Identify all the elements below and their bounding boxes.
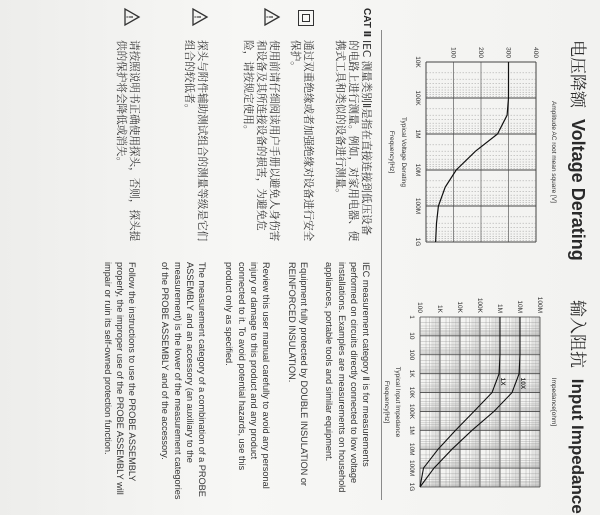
follow-text-zh: 请按照说明书正确使用探头，否则，探头提供的保护将会降低或消失。 (115, 40, 140, 242)
review-text-en: Review this user manual carefully to avoid any personal injury or damage to this product and any product connected to it. To avoid potential hazards, use this product only as specified. (224, 262, 271, 489)
voltage-derating-title (567, 40, 592, 261)
x-tick-label: 1K (408, 369, 415, 378)
x-axis-label: Frequency[Hz] (388, 130, 395, 174)
y-tick-label: 100M (536, 296, 543, 313)
x-tick-label: 10 (408, 332, 415, 340)
caution-triangle-icon (264, 8, 280, 26)
insulation-text-en: Equipment fully protected by DOUBLE INSULATION or REINFORCED INSULATION. (286, 262, 309, 486)
x-tick-label: 10K (408, 386, 415, 399)
x-tick-label: 100M (408, 459, 415, 477)
y-tick-label: 100K (476, 297, 483, 313)
accessory-text-zh: 探头与附件辅助测试组合的测量等级是它们组合的较低者。 (183, 40, 208, 242)
x-tick-label: 1M (408, 425, 415, 435)
voltage-derating-title-zh: 电压降额 (567, 40, 587, 108)
caution-triangle-icon (124, 8, 140, 26)
input-impedance-title (567, 300, 592, 514)
y-axis-label: Impedance[ohm] (550, 377, 557, 427)
accessory-text-en: The measurement category of a combination of a PROBE ASSEMBLY and an accessory (an auxiliary to the measurement) is the lower of the measurement categories of the PROBE ASSEMBLY and of the accessory. (160, 262, 207, 500)
x-tick-label: 100M (414, 197, 421, 215)
input-impedance-chart (385, 285, 560, 500)
x-tick-label: 10K (414, 56, 421, 68)
x-tick-label: 10M (408, 442, 415, 456)
svg-text:!: ! (124, 15, 135, 19)
chart-subtitle: Typical Voltage Derating (400, 116, 407, 188)
caution-triangle-icon (192, 8, 208, 26)
curve-label: 1X (499, 377, 507, 386)
section-divider (381, 30, 382, 500)
impedance-curve-10x (420, 317, 520, 487)
y-tick-label: 100 (416, 302, 423, 313)
x-axis-label: Frequency[Hz] (383, 380, 390, 424)
y-tick-label: 1K (436, 305, 443, 313)
review-text-zh: 使用前请仔细阅读用户手册以避免人身伤害和设备及其所连接设备的损害，为避免危险，请按规定使用。 (242, 40, 280, 242)
double-insulation-icon (298, 10, 314, 26)
y-tick-label: 1M (496, 303, 503, 313)
y-tick-label: 100 (449, 47, 457, 58)
x-tick-label: 1M (414, 129, 421, 139)
category-text-en: IEC measurement category Ⅱ is for measurements performed on circuits directly connected to low voltage installations. Examples are measurements on household appliances, portable tools and similar equipment. (324, 262, 371, 493)
x-tick-label: 100K (408, 403, 415, 420)
x-tick-label: 100K (414, 90, 421, 106)
x-tick-label: 10M (414, 163, 421, 177)
y-tick-label: 300 (504, 47, 512, 58)
category-text-zh: IEC 测量类别Ⅱ是指在直接连接到低压设备的电路上进行测量。例如，对家用电器、便携式工具和类似的设备进行测量。 (334, 40, 372, 242)
x-tick-label: 1G (408, 482, 415, 492)
input-impedance-title-zh: 输入阻抗 (567, 300, 587, 368)
derating-curve (436, 62, 509, 242)
svg-text:!: ! (192, 15, 203, 19)
y-tick-label: 200 (477, 47, 484, 58)
follow-text-en: Follow the instructions to use the PROBE ASSEMBLY properly, the improper use of the PROBE ASSEMBLY will impair or ruin its self-owned protection function. (102, 262, 137, 495)
x-tick-label: 1G (414, 237, 421, 247)
category-label: CAT Ⅱ (361, 8, 372, 38)
insulation-text-zh: 通过双重绝缘或者加强绝缘对设备进行安全保护。 (289, 40, 314, 242)
y-tick-label: 10K (456, 301, 463, 313)
y-axis-label: Amplitude AC root mean square [V] (550, 101, 557, 203)
curve-label: 10X (519, 377, 527, 390)
voltage-derating-chart (390, 30, 560, 260)
x-tick-label: 1 (408, 315, 415, 319)
voltage-derating-title-en: Voltage Derating (568, 119, 588, 261)
y-tick-label: 10M (516, 300, 523, 313)
x-tick-label: 100 (408, 349, 415, 361)
input-impedance-title-en: Input Impedance (568, 378, 587, 514)
chart-subtitle: Typical Input Impedance (394, 366, 401, 438)
y-tick-label: 400 (532, 47, 539, 58)
svg-text:!: ! (264, 15, 275, 19)
